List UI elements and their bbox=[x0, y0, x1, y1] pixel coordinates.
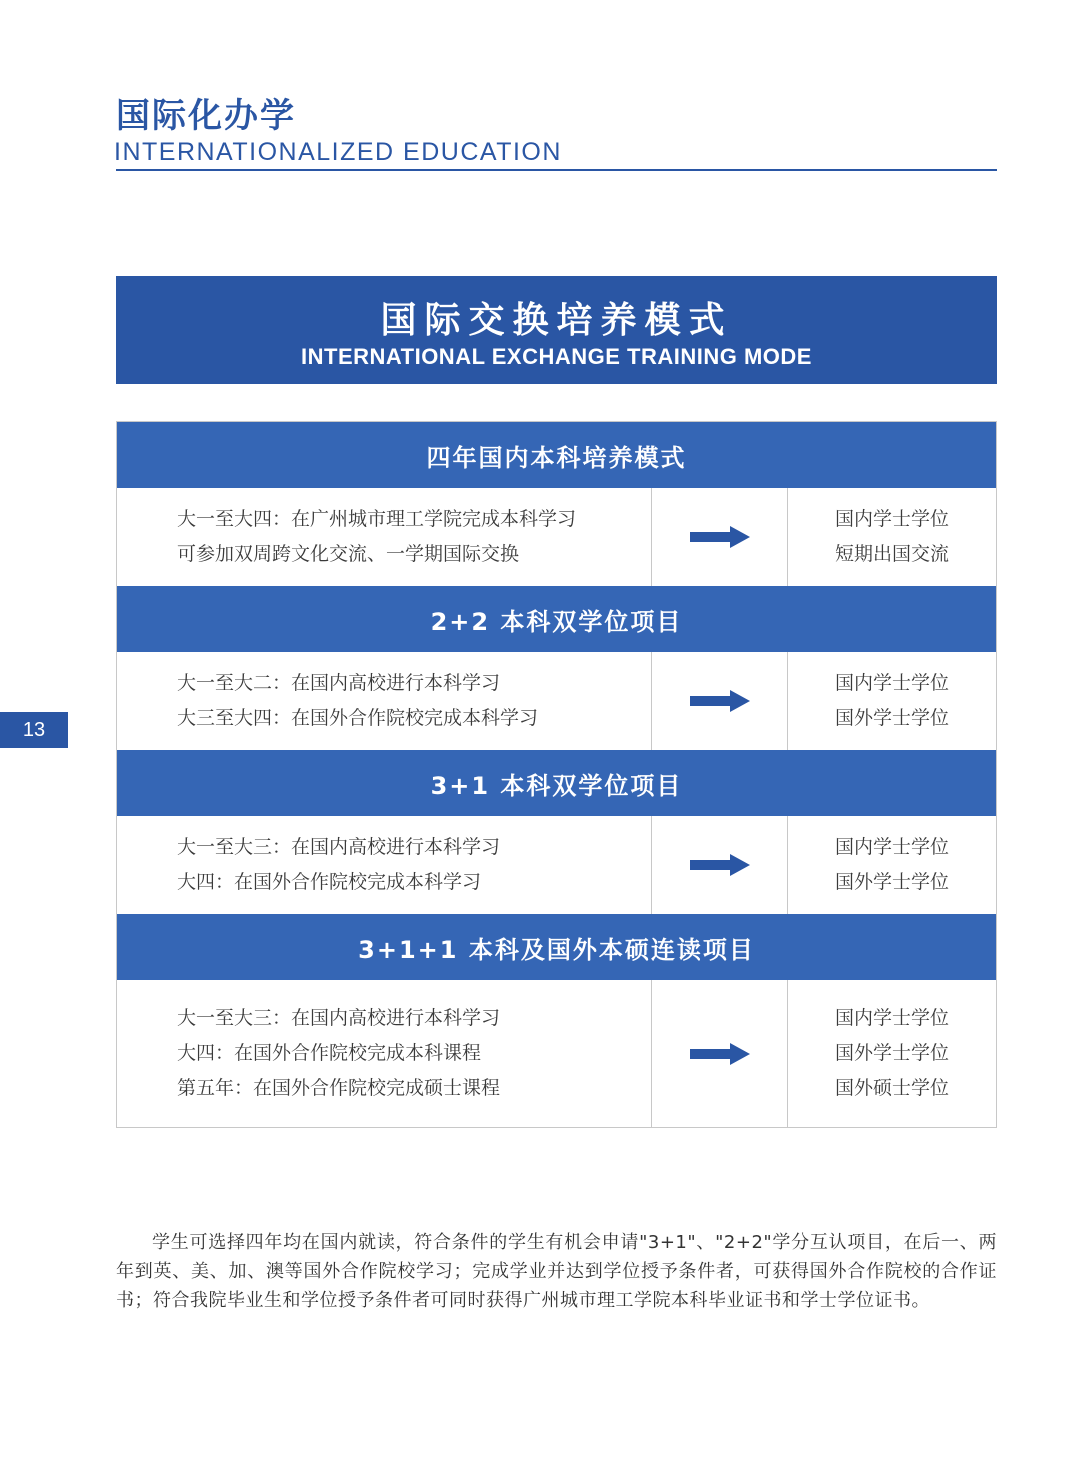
degree-line: 国外硕士学位 bbox=[834, 1077, 949, 1099]
degree-line: 国内学士学位 bbox=[834, 508, 949, 530]
program-header: 3+1 本科双学位项目 bbox=[117, 750, 996, 816]
program-row bbox=[117, 652, 996, 750]
program-path-line: 大三至大四：在国外合作院校完成本科学习 bbox=[177, 707, 539, 729]
page-header-subtitle: INTERNATIONALIZED EDUCATION bbox=[114, 138, 562, 166]
program-path-line: 大一至大四：在广州城市理工学院完成本科学习 bbox=[177, 508, 577, 530]
program-header: 2+2 本科双学位项目 bbox=[117, 586, 996, 652]
degree-line: 国内学士学位 bbox=[834, 1007, 949, 1029]
degree-cell bbox=[788, 488, 996, 586]
arrow-cell bbox=[652, 652, 788, 750]
program-path-line: 大四：在国外合作院校完成本科课程 bbox=[177, 1042, 482, 1064]
degree-line: 国内学士学位 bbox=[834, 672, 949, 694]
degree-cell bbox=[788, 980, 996, 1127]
program-path-line: 可参加双周跨文化交流、一学期国际交换 bbox=[177, 543, 520, 565]
page-number-badge: 13 bbox=[0, 712, 68, 748]
degree-line: 国外学士学位 bbox=[834, 871, 949, 893]
degree-cell bbox=[788, 652, 996, 750]
program-header: 3+1+1 本科及国外本硕连读项目 bbox=[117, 914, 996, 980]
program-path-cell bbox=[117, 652, 652, 750]
section-banner bbox=[116, 276, 997, 384]
program-path-line: 大一至大二：在国内高校进行本科学习 bbox=[177, 672, 501, 694]
degree-line: 国外学士学位 bbox=[834, 707, 949, 729]
right-arrow-icon bbox=[690, 854, 750, 876]
degree-line: 国外学士学位 bbox=[834, 1042, 949, 1064]
program-path-line: 大一至大三：在国内高校进行本科学习 bbox=[177, 1007, 501, 1029]
program-path-cell bbox=[117, 980, 652, 1127]
right-arrow-icon bbox=[690, 1043, 750, 1065]
banner-title: 国际交换培养模式 bbox=[380, 300, 733, 341]
program-path-line: 大四：在国外合作院校完成本科学习 bbox=[177, 871, 482, 893]
program-path-cell bbox=[117, 488, 652, 586]
degree-line: 短期出国交流 bbox=[834, 543, 949, 565]
program-row bbox=[117, 488, 996, 586]
program-path-line: 大一至大三：在国内高校进行本科学习 bbox=[177, 836, 501, 858]
right-arrow-icon bbox=[690, 690, 750, 712]
program-path-cell bbox=[117, 816, 652, 914]
right-arrow-icon bbox=[690, 526, 750, 548]
header-divider bbox=[116, 169, 997, 171]
banner-subtitle: INTERNATIONAL EXCHANGE TRAINING MODE bbox=[301, 344, 812, 369]
training-mode-table bbox=[116, 421, 997, 1128]
degree-cell bbox=[788, 816, 996, 914]
program-row bbox=[117, 816, 996, 914]
program-path-line: 第五年：在国外合作院校完成硕士课程 bbox=[177, 1077, 501, 1099]
degree-line: 国内学士学位 bbox=[834, 836, 949, 858]
program-row bbox=[117, 980, 996, 1127]
page-header-title: 国际化办学 bbox=[116, 96, 296, 136]
program-header: 四年国内本科培养模式 bbox=[117, 422, 996, 488]
explanatory-note: 学生可选择四年均在国内就读，符合条件的学生有机会申请"3+1"、"2+2"学分互认项目，在后一、两年到英、美、加、澳等国外合作院校学习；完成学业并达到学位授予条件者，可获得国外合作院校的合作证书；符合我院毕业生和学位授予条件者可同时获得广州城市理工学院本科毕业证书和学士学位证书。 bbox=[116, 1232, 997, 1311]
arrow-cell bbox=[652, 816, 788, 914]
arrow-cell bbox=[652, 980, 788, 1127]
arrow-cell bbox=[652, 488, 788, 586]
